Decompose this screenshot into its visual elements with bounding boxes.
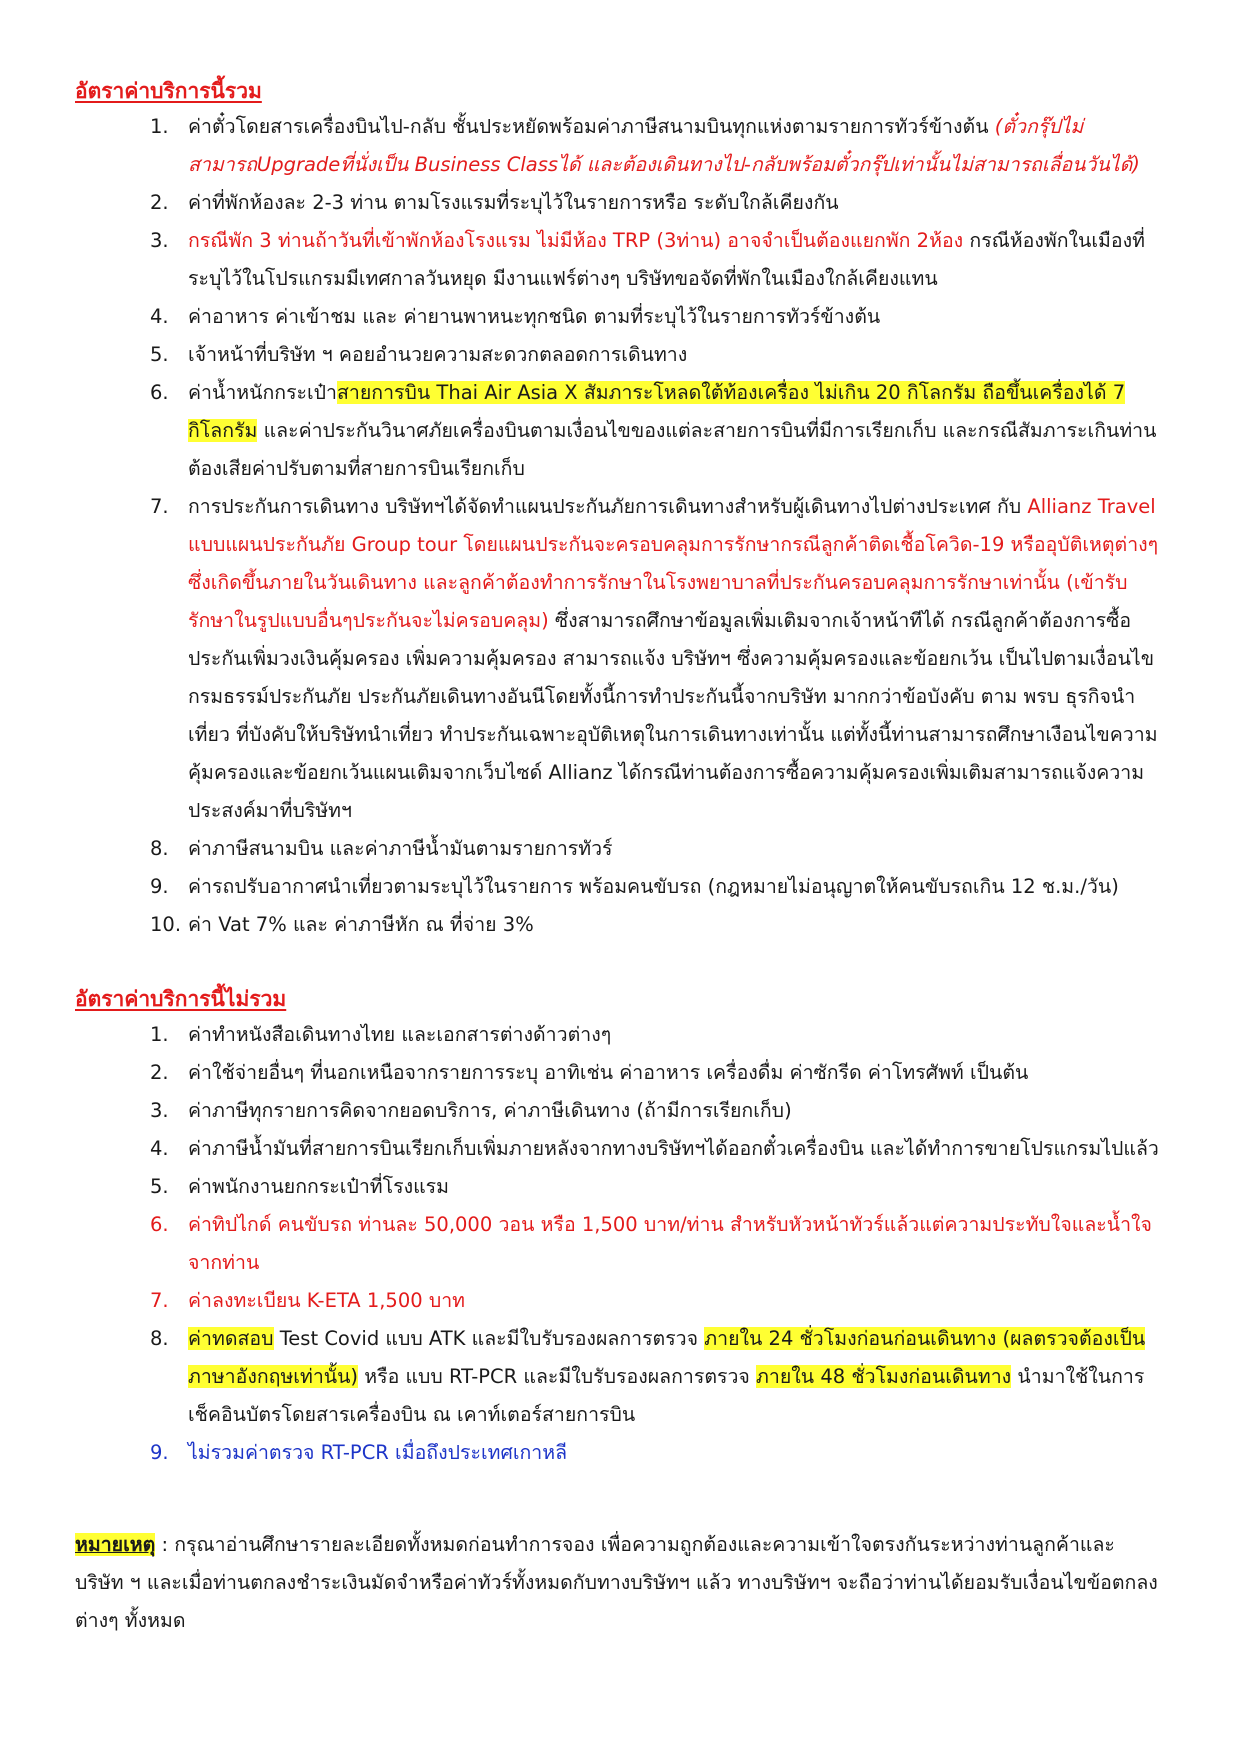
item-text-red-italic: (ตั๋วกรุ๊ปไม่สามารถUpgradeที่นั่งเป็น Business Classได้ และต้องเดินทางไป-กลับพร้อมตั๋วกรุ๊ปเท่านั้นไม่สามารถเลื่อนวันได้)	[188, 115, 1140, 176]
list-item	[0, 374, 1165, 488]
item-number: 9.	[150, 1441, 169, 1464]
list-item	[0, 298, 1165, 336]
item-number: 8.	[150, 837, 169, 860]
item-text-highlighted: ภายใน 48 ชั่วโมงก่อนเดินทาง	[756, 1365, 1012, 1388]
remark-label: หมายเหตุ	[75, 1533, 156, 1556]
list-item	[0, 868, 1165, 906]
item-text: ค่าทำหนังสือเดินทางไทย และเอกสารต่างด้าวต่างๆ	[188, 1023, 612, 1046]
remark-text: : กรุณาอ่านศึกษารายละเอียดทั้งหมดก่อนทำการจอง เพื่อความถูกต้องและความเข้าใจตรงกันระหว่างท่านลูกค้าและ บริษัท ฯ และเมื่อท่านตกลงชำระเงินมัดจำหรือค่าทัวร์ทั้งหมดกับทางบริษัทฯ แล้ว ทางบริษัทฯ จะถือว่าท่านได้ยอมรับเงื่อนไขข้อตกลงต่างๆ ทั้งหมด	[75, 1533, 1158, 1632]
list-item	[0, 1320, 1165, 1434]
item-text: ค่า Vat 7% และ ค่าภาษีหัก ณ ที่จ่าย 3%	[188, 913, 534, 936]
item-text: ค่าภาษีสนามบิน และค่าภาษีน้ำมันตามรายการทัวร์	[188, 837, 613, 860]
item-text-red: ค่าทิปไกด์ คนขับรถ ท่านละ 50,000 วอน หรือ 1,500 บาท/ท่าน สำหรับหัวหน้าทัวร์แล้วแต่ความประทับใจและน้ำใจจากท่าน	[188, 1213, 1152, 1274]
included-list	[0, 108, 1165, 944]
item-text-highlighted: สายการบิน Thai Air Asia X สัมภาระโหลดใต้ท้องเครื่อง ไม่เกิน 20 กิโลกรัม ถือขึ้นเครื่องได้ 7 กิโลกรัม	[188, 381, 1126, 442]
list-item	[0, 1168, 1165, 1206]
list-item	[0, 1130, 1165, 1168]
item-text: ค่าที่พักห้องละ 2-3 ท่าน ตามโรงแรมที่ระบุไว้ในรายการหรือ ระดับใกล้เคียงกัน	[188, 191, 839, 214]
item-number: 2.	[150, 191, 169, 214]
item-number: 3.	[150, 229, 169, 252]
item-text: ค่าใช้จ่ายอื่นๆ ที่นอกเหนือจากรายการระบุ อาทิเช่น ค่าอาหาร เครื่องดื่ม ค่าซักรีด ค่าโทรศัพท์ เป็นต้น	[188, 1061, 1029, 1084]
item-text: ค่าพนักงานยกกระเป๋าที่โรงแรม	[188, 1175, 449, 1198]
item-text: ค่าภาษีทุกรายการคิดจากยอดบริการ, ค่าภาษีเดินทาง (ถ้ามีการเรียกเก็บ)	[188, 1099, 792, 1122]
list-item	[0, 906, 1165, 944]
item-text: ค่าภาษีน้ำมันที่สายการบินเรียกเก็บเพิ่มภายหลังจากทางบริษัทฯได้ออกตั๋วเครื่องบิน และได้ทำการขายโปรแกรมไปแล้ว	[188, 1137, 1159, 1160]
item-text: กรณีห้องพักในเมืองที่ระบุไว้ในโปรแกรมมีเทศกาลวันหยุด มีงานแฟร์ต่างๆ บริษัทขอจัดที่พักในเมืองใกล้เคียงแทน	[188, 229, 1145, 290]
item-text: การประกันการเดินทาง บริษัทฯได้จัดทำแผนประกันภัยการเดินทางสำหรับผู้เดินทางไปต่างประเทศ กับ	[188, 495, 1028, 518]
list-item	[0, 1092, 1165, 1130]
item-number: 6.	[150, 1213, 169, 1236]
item-number: 1.	[150, 115, 169, 138]
item-text: หรือ แบบ RT-PCR และมีใบรับรองผลการตรวจ	[358, 1365, 757, 1388]
list-item	[0, 1054, 1165, 1092]
remark-note	[75, 1526, 1165, 1640]
item-number: 5.	[150, 1175, 169, 1198]
item-text: Test Covid แบบ ATK และมีใบรับรองผลการตรวจ	[273, 1327, 705, 1350]
item-text-highlighted: ค่าทดสอบ	[188, 1327, 274, 1350]
excluded-list	[0, 1016, 1165, 1472]
excluded-heading: อัตราค่าบริการนี้ไม่รวม	[75, 987, 287, 1011]
item-text: ซึ่งสามารถศึกษาข้อมูลเพิ่มเติมจากเจ้าหน้าทีได้ กรณีลูกค้าต้องการซื้อประกันเพิ่มวงเงินคุ้มครอง เพิ่มความคุ้มครอง สามารถแจ้ง บริษัทฯ ซึ่งความคุ้มครองและข้อยกเว้น เป็นไปตามเงื่อนไขกรมธรรม์ประกันภัย ประกันภัยเดินทางอันนีโดยทั้งนี้การทำประกันนี้จากบริษัท มากกว่าข้อบังคับ ตาม พรบ ธุรกิจนำเที่ยว ที่บังคับให้บริษัทนำเที่ยว ทำประกันเฉพาะอุบัติเหตุในการเดินทางเท่านั้น แต่ทั้งนี้ท่านสามารถศึกษาเงือนไขความคุ้มครองและข้อยกเว้นแผนเติมจากเว็บไซด์ Allianz ได้กรณีท่านต้องการซื้อความคุ้มครองเพิ่มเติมสามารถแจ้งความประสงค์มาที่บริษัทฯ	[188, 609, 1158, 822]
item-number: 8.	[150, 1327, 169, 1350]
item-text-red: Allianz Travel แบบแผนประกันภัย Group tour โดยแผนประกันจะครอบคลุมการรักษากรณีลูกค้าติดเชื้อโควิด-19 หรืออุบัติเหตุต่างๆ ซึ่งเกิดขึ้นภายในวันเดินทาง และลูกค้าต้องทำการรักษาในโรงพยาบาลที่ประกันครอบคลุมการรักษาเท่านั้น (เข้ารับรักษาในรูปแบบอื่นๆประกันจะไม่ครอบคลุม)	[188, 495, 1159, 632]
item-number: 2.	[150, 1061, 169, 1084]
included-heading: อัตราค่าบริการนี้รวม	[75, 79, 262, 103]
list-item	[0, 1016, 1165, 1054]
item-text: นำมาใช้ในการเช็คอินบัตรโดยสารเครื่องบิน ณ เคาท์เตอร์สายการบิน	[188, 1365, 1145, 1426]
list-item	[0, 1206, 1165, 1282]
list-item	[0, 222, 1165, 298]
item-number: 4.	[150, 305, 169, 328]
item-number: 10.	[150, 913, 182, 936]
item-text-red: กรณีพัก 3 ท่านถ้าวันที่เข้าพักห้องโรงแรม ไม่มีห้อง TRP (3ท่าน) อาจจำเป็นต้องแยกพัก 2ห้อง	[188, 229, 964, 252]
item-number: 7.	[150, 1289, 169, 1312]
list-item	[0, 336, 1165, 374]
list-item	[0, 108, 1165, 184]
list-item	[0, 1282, 1165, 1320]
list-item	[0, 184, 1165, 222]
list-item	[0, 830, 1165, 868]
item-number: 5.	[150, 343, 169, 366]
item-text-red: ค่าลงทะเบียน K-ETA 1,500 บาท	[188, 1289, 466, 1312]
item-text: ค่าน้ำหนักกระเป๋า	[188, 381, 338, 404]
item-number: 9.	[150, 875, 169, 898]
item-text: ค่าตั๋วโดยสารเครื่องบินไป-กลับ ชั้นประหยัดพร้อมค่าภาษีสนามบินทุกแห่งตามรายการทัวร์ข้างต้น	[188, 115, 995, 138]
item-text: ค่ารถปรับอากาศนำเที่ยวตามระบุไว้ในรายการ พร้อมคนขับรถ (กฎหมายไม่อนุญาตให้คนขับรถเกิน 12 ช.ม./วัน)	[188, 875, 1119, 898]
item-number: 6.	[150, 381, 169, 404]
list-item	[0, 488, 1165, 830]
item-text-blue: ไม่รวมค่าตรวจ RT-PCR เมื่อถึงประเทศเกาหลี	[188, 1441, 568, 1464]
item-number: 3.	[150, 1099, 169, 1122]
item-text: ค่าอาหาร ค่าเข้าชม และ ค่ายานพาหนะทุกชนิด ตามที่ระบุไว้ในรายการทัวร์ข้างต้น	[188, 305, 881, 328]
item-text-highlighted: ภายใน 24 ชั่วโมงก่อนก่อนเดินทาง (ผลตรวจต้องเป็นภาษาอังกฤษเท่านั้น)	[188, 1327, 1146, 1388]
list-item	[0, 1434, 1165, 1472]
item-text: เจ้าหน้าที่บริษัท ฯ คอยอำนวยความสะดวกตลอดการเดินทาง	[188, 343, 688, 366]
item-number: 4.	[150, 1137, 169, 1160]
item-text: และค่าประกันวินาศภัยเครื่องบินตามเงื่อนไขของแต่ละสายการบินที่มีการเรียกเก็บ และกรณีสัมภาระเกินท่านต้องเสียค่าปรับตามที่สายการบินเรียกเก็บ	[188, 419, 1157, 480]
item-number: 1.	[150, 1023, 169, 1046]
item-number: 7.	[150, 495, 169, 518]
